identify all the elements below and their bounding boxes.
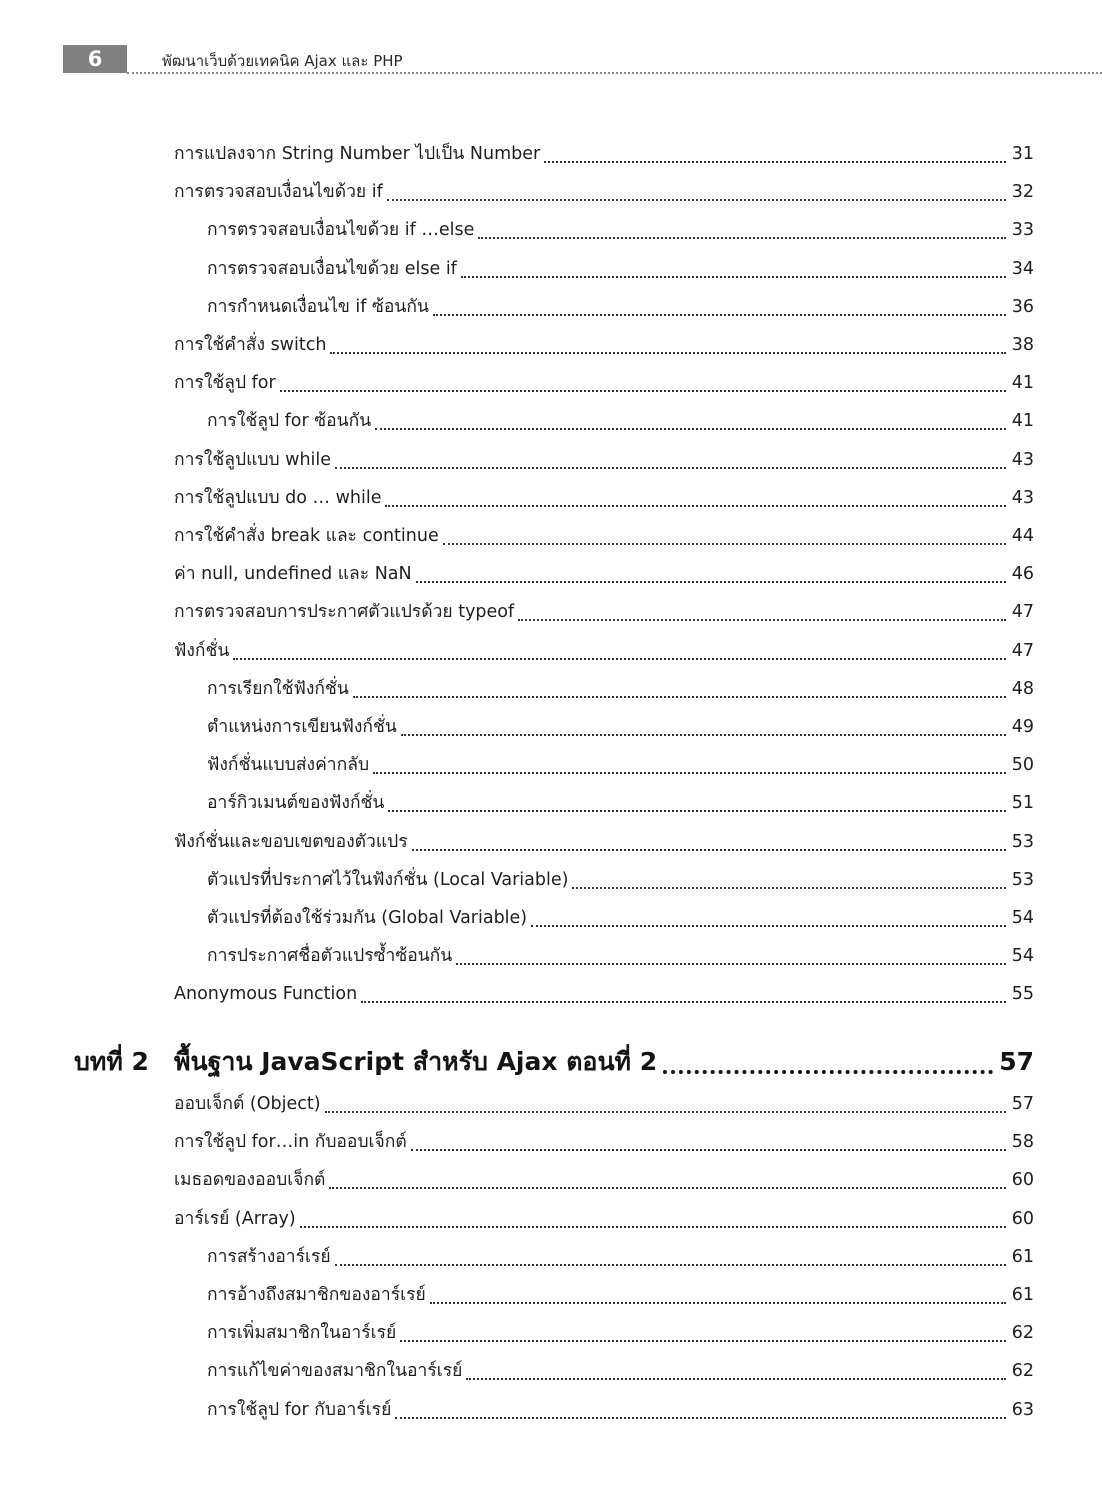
dot-leader bbox=[572, 886, 1005, 889]
toc-entry bbox=[174, 484, 1034, 512]
toc-entry-page: 53 bbox=[1011, 869, 1034, 890]
toc-entry-page: 44 bbox=[1011, 526, 1034, 546]
dot-leader bbox=[335, 466, 1006, 469]
dot-leader bbox=[400, 1339, 1005, 1342]
toc-entry-page: 61 bbox=[1011, 1246, 1034, 1267]
toc-entry-title: ฟังก์ชั่นและขอบเขตของตัวแปร bbox=[174, 831, 408, 852]
toc-entry-page: 48 bbox=[1011, 678, 1034, 699]
toc-entry-title: การตรวจสอบการประกาศตัวแปรด้วย typeof bbox=[174, 602, 515, 623]
dot-leader bbox=[401, 733, 1006, 736]
dot-leader bbox=[411, 1148, 1006, 1151]
toc-entry-page: 32 bbox=[1011, 182, 1034, 203]
toc-entry-page: 31 bbox=[1011, 144, 1034, 164]
dot-leader bbox=[387, 198, 1006, 201]
toc-entry bbox=[207, 407, 1034, 435]
toc-entry-page: 54 bbox=[1011, 946, 1034, 967]
toc-entry-page: 41 bbox=[1011, 373, 1034, 394]
toc-entry-title: ตัวแปรที่ประกาศไว้ในฟังก์ชั่น (Local Variable) bbox=[207, 869, 569, 890]
toc-entry bbox=[207, 675, 1034, 703]
toc-entry-title: การสร้างอาร์เรย์ bbox=[207, 1246, 331, 1267]
toc-entry-page: 60 bbox=[1011, 1170, 1034, 1191]
toc-entry-title: การแปลงจาก String Number ไปเป็น Number bbox=[174, 144, 541, 164]
toc-entry-title: อาร์เรย์ (Array) bbox=[174, 1208, 296, 1229]
toc-entry-title: การตรวจสอบเงื่อนไขด้วย else if bbox=[207, 258, 457, 279]
toc-entry bbox=[207, 1396, 1034, 1424]
toc-entry-page: 47 bbox=[1011, 602, 1034, 623]
toc-entry-page: 63 bbox=[1011, 1399, 1034, 1420]
dot-leader bbox=[329, 1186, 1005, 1189]
dot-leader bbox=[233, 657, 1005, 660]
dot-leader bbox=[412, 848, 1006, 851]
toc-entry-page: 38 bbox=[1011, 335, 1034, 355]
toc-entry-title: การใช้ลูป for…in กับออบเจ็กต์ bbox=[174, 1132, 407, 1153]
toc-entry-title: การใช้ลูปแบบ do … while bbox=[174, 487, 382, 508]
toc-entry bbox=[174, 828, 1034, 856]
dot-leader bbox=[353, 695, 1006, 698]
toc-entry bbox=[207, 293, 1034, 321]
page-number: 6 bbox=[63, 45, 127, 73]
chapter-label: บทที่ 2 bbox=[74, 1047, 149, 1076]
toc-entry-page: 47 bbox=[1011, 640, 1034, 661]
toc-entry-title: เมธอดของออบเจ็กต์ bbox=[174, 1170, 326, 1191]
toc-entry-page: 43 bbox=[1011, 449, 1034, 470]
toc-entry-title: การประกาศชื่อตัวแปรซ้ำซ้อนกัน bbox=[207, 946, 453, 967]
dot-leader bbox=[531, 924, 1006, 927]
toc-entry bbox=[174, 178, 1034, 206]
toc-entry-page: 54 bbox=[1011, 908, 1034, 928]
toc-entry bbox=[174, 1166, 1034, 1194]
dot-leader bbox=[456, 962, 1005, 965]
dot-leader bbox=[385, 504, 1005, 507]
toc-entry bbox=[174, 1128, 1034, 1156]
dot-leader bbox=[280, 389, 1006, 392]
toc-entry-title: อาร์กิวเมนต์ของฟังก์ชั่น bbox=[207, 793, 385, 814]
header-dotted-rule bbox=[127, 72, 1102, 74]
toc-entry-page: 49 bbox=[1011, 717, 1034, 737]
dot-leader bbox=[461, 275, 1006, 278]
chapter-title: พื้นฐาน JavaScript สำหรับ Ajax ตอนที่ 2 bbox=[174, 1047, 658, 1076]
dot-leader bbox=[373, 771, 1006, 774]
toc-entry bbox=[174, 140, 1034, 168]
toc-entry bbox=[207, 1243, 1034, 1271]
toc-entry bbox=[207, 751, 1034, 779]
toc-entry-page: 53 bbox=[1011, 831, 1034, 852]
dot-leader bbox=[330, 351, 1005, 354]
toc-entry bbox=[174, 446, 1034, 474]
toc-entry bbox=[207, 1281, 1034, 1309]
dot-leader bbox=[443, 542, 1006, 545]
toc-entry bbox=[207, 942, 1034, 970]
toc-entry-title: การอ้างถึงสมาชิกของอาร์เรย์ bbox=[207, 1285, 426, 1305]
toc-entry bbox=[174, 560, 1034, 588]
toc-entry-title: ออบเจ็กต์ (Object) bbox=[174, 1094, 321, 1114]
toc-entry-title: ตัวแปรที่ต้องใช้ร่วมกัน (Global Variable) bbox=[207, 908, 528, 928]
toc-entry-page: 58 bbox=[1011, 1132, 1034, 1153]
toc-entry-title: การใช้คำสั่ง break และ continue bbox=[174, 526, 439, 546]
dot-leader bbox=[478, 236, 1005, 239]
toc-entry bbox=[174, 598, 1034, 626]
toc-entry-page: 62 bbox=[1011, 1361, 1034, 1382]
dot-leader bbox=[300, 1225, 1006, 1228]
dot-leader bbox=[663, 1069, 993, 1074]
toc-entry-page: 50 bbox=[1011, 755, 1034, 776]
toc-entry-page: 34 bbox=[1011, 258, 1034, 279]
toc-entry bbox=[207, 255, 1034, 283]
toc-entry-title: ตำแหน่งการเขียนฟังก์ชั่น bbox=[207, 717, 397, 737]
toc-entry bbox=[207, 789, 1034, 817]
dot-leader bbox=[395, 1416, 1005, 1419]
toc-entry-page: 55 bbox=[1011, 984, 1034, 1005]
toc-entry-title: การเพิ่มสมาชิกในอาร์เรย์ bbox=[207, 1323, 397, 1344]
chapter-page-number: 57 bbox=[999, 1047, 1034, 1076]
toc-entry-page: 62 bbox=[1011, 1323, 1034, 1344]
toc-entry-title: การใช้คำสั่ง switch bbox=[174, 335, 327, 355]
toc-entry bbox=[174, 331, 1034, 359]
toc-entry bbox=[174, 1090, 1034, 1118]
toc-entry bbox=[174, 1205, 1034, 1233]
toc-entry-title: ฟังก์ชั่นแบบส่งค่ากลับ bbox=[207, 755, 370, 776]
toc-entry-page: 60 bbox=[1011, 1208, 1034, 1229]
dot-leader bbox=[388, 809, 1005, 812]
toc-entry-title: การใช้ลูป for ซ้อนกัน bbox=[207, 411, 372, 432]
toc-entry bbox=[174, 369, 1034, 397]
dot-leader bbox=[544, 160, 1006, 163]
toc-entry-title: การตรวจสอบเงื่อนไขด้วย if …else bbox=[207, 220, 475, 241]
toc-entry-title: ฟังก์ชั่น bbox=[174, 640, 230, 661]
toc-entry-page: 36 bbox=[1011, 296, 1034, 317]
toc-entry bbox=[207, 713, 1034, 741]
toc-entry bbox=[207, 866, 1034, 894]
toc-entry bbox=[174, 980, 1034, 1008]
toc-entry-title: การตรวจสอบเงื่อนไขด้วย if bbox=[174, 182, 383, 203]
toc-entry bbox=[174, 637, 1034, 665]
toc-entry-title: การแก้ไขค่าของสมาชิกในอาร์เรย์ bbox=[207, 1361, 463, 1382]
toc-entry-title: ค่า null, undefined และ NaN bbox=[174, 564, 412, 585]
dot-leader bbox=[361, 1000, 1006, 1003]
dot-leader bbox=[375, 427, 1006, 430]
dot-leader bbox=[335, 1263, 1006, 1266]
toc-entry-page: 51 bbox=[1011, 793, 1034, 814]
dot-leader bbox=[416, 580, 1006, 583]
toc-entry bbox=[207, 1319, 1034, 1347]
toc-entry bbox=[207, 1357, 1034, 1385]
toc-entry-page: 46 bbox=[1011, 564, 1034, 585]
dot-leader bbox=[433, 313, 1006, 316]
running-title: พัฒนาเว็บด้วยเทคนิค Ajax และ PHP bbox=[162, 52, 403, 70]
dot-leader bbox=[466, 1377, 1005, 1380]
toc-entry bbox=[207, 216, 1034, 244]
toc-entry-title: การใช้ลูป for กับอาร์เรย์ bbox=[207, 1399, 392, 1420]
dot-leader bbox=[518, 618, 1006, 621]
toc-entry-title: Anonymous Function bbox=[174, 984, 358, 1005]
dot-leader bbox=[325, 1110, 1006, 1113]
chapter-heading bbox=[74, 1042, 1034, 1082]
toc-entry bbox=[174, 522, 1034, 550]
toc-entry-title: การใช้ลูป for bbox=[174, 373, 276, 394]
toc-entry-title: การใช้ลูปแบบ while bbox=[174, 449, 332, 470]
toc-entry-page: 61 bbox=[1011, 1285, 1034, 1305]
toc-entry-page: 57 bbox=[1011, 1094, 1034, 1114]
page-header bbox=[63, 45, 1102, 75]
toc-entry-title: การกำหนดเงื่อนไข if ซ้อนกัน bbox=[207, 296, 429, 317]
toc-entry-title: การเรียกใช้ฟังก์ชั่น bbox=[207, 678, 349, 699]
toc-entry-page: 43 bbox=[1011, 487, 1034, 508]
toc-entry-page: 41 bbox=[1011, 411, 1034, 432]
toc-entry bbox=[207, 904, 1034, 932]
dot-leader bbox=[430, 1301, 1006, 1304]
toc-entry-page: 33 bbox=[1011, 220, 1034, 241]
